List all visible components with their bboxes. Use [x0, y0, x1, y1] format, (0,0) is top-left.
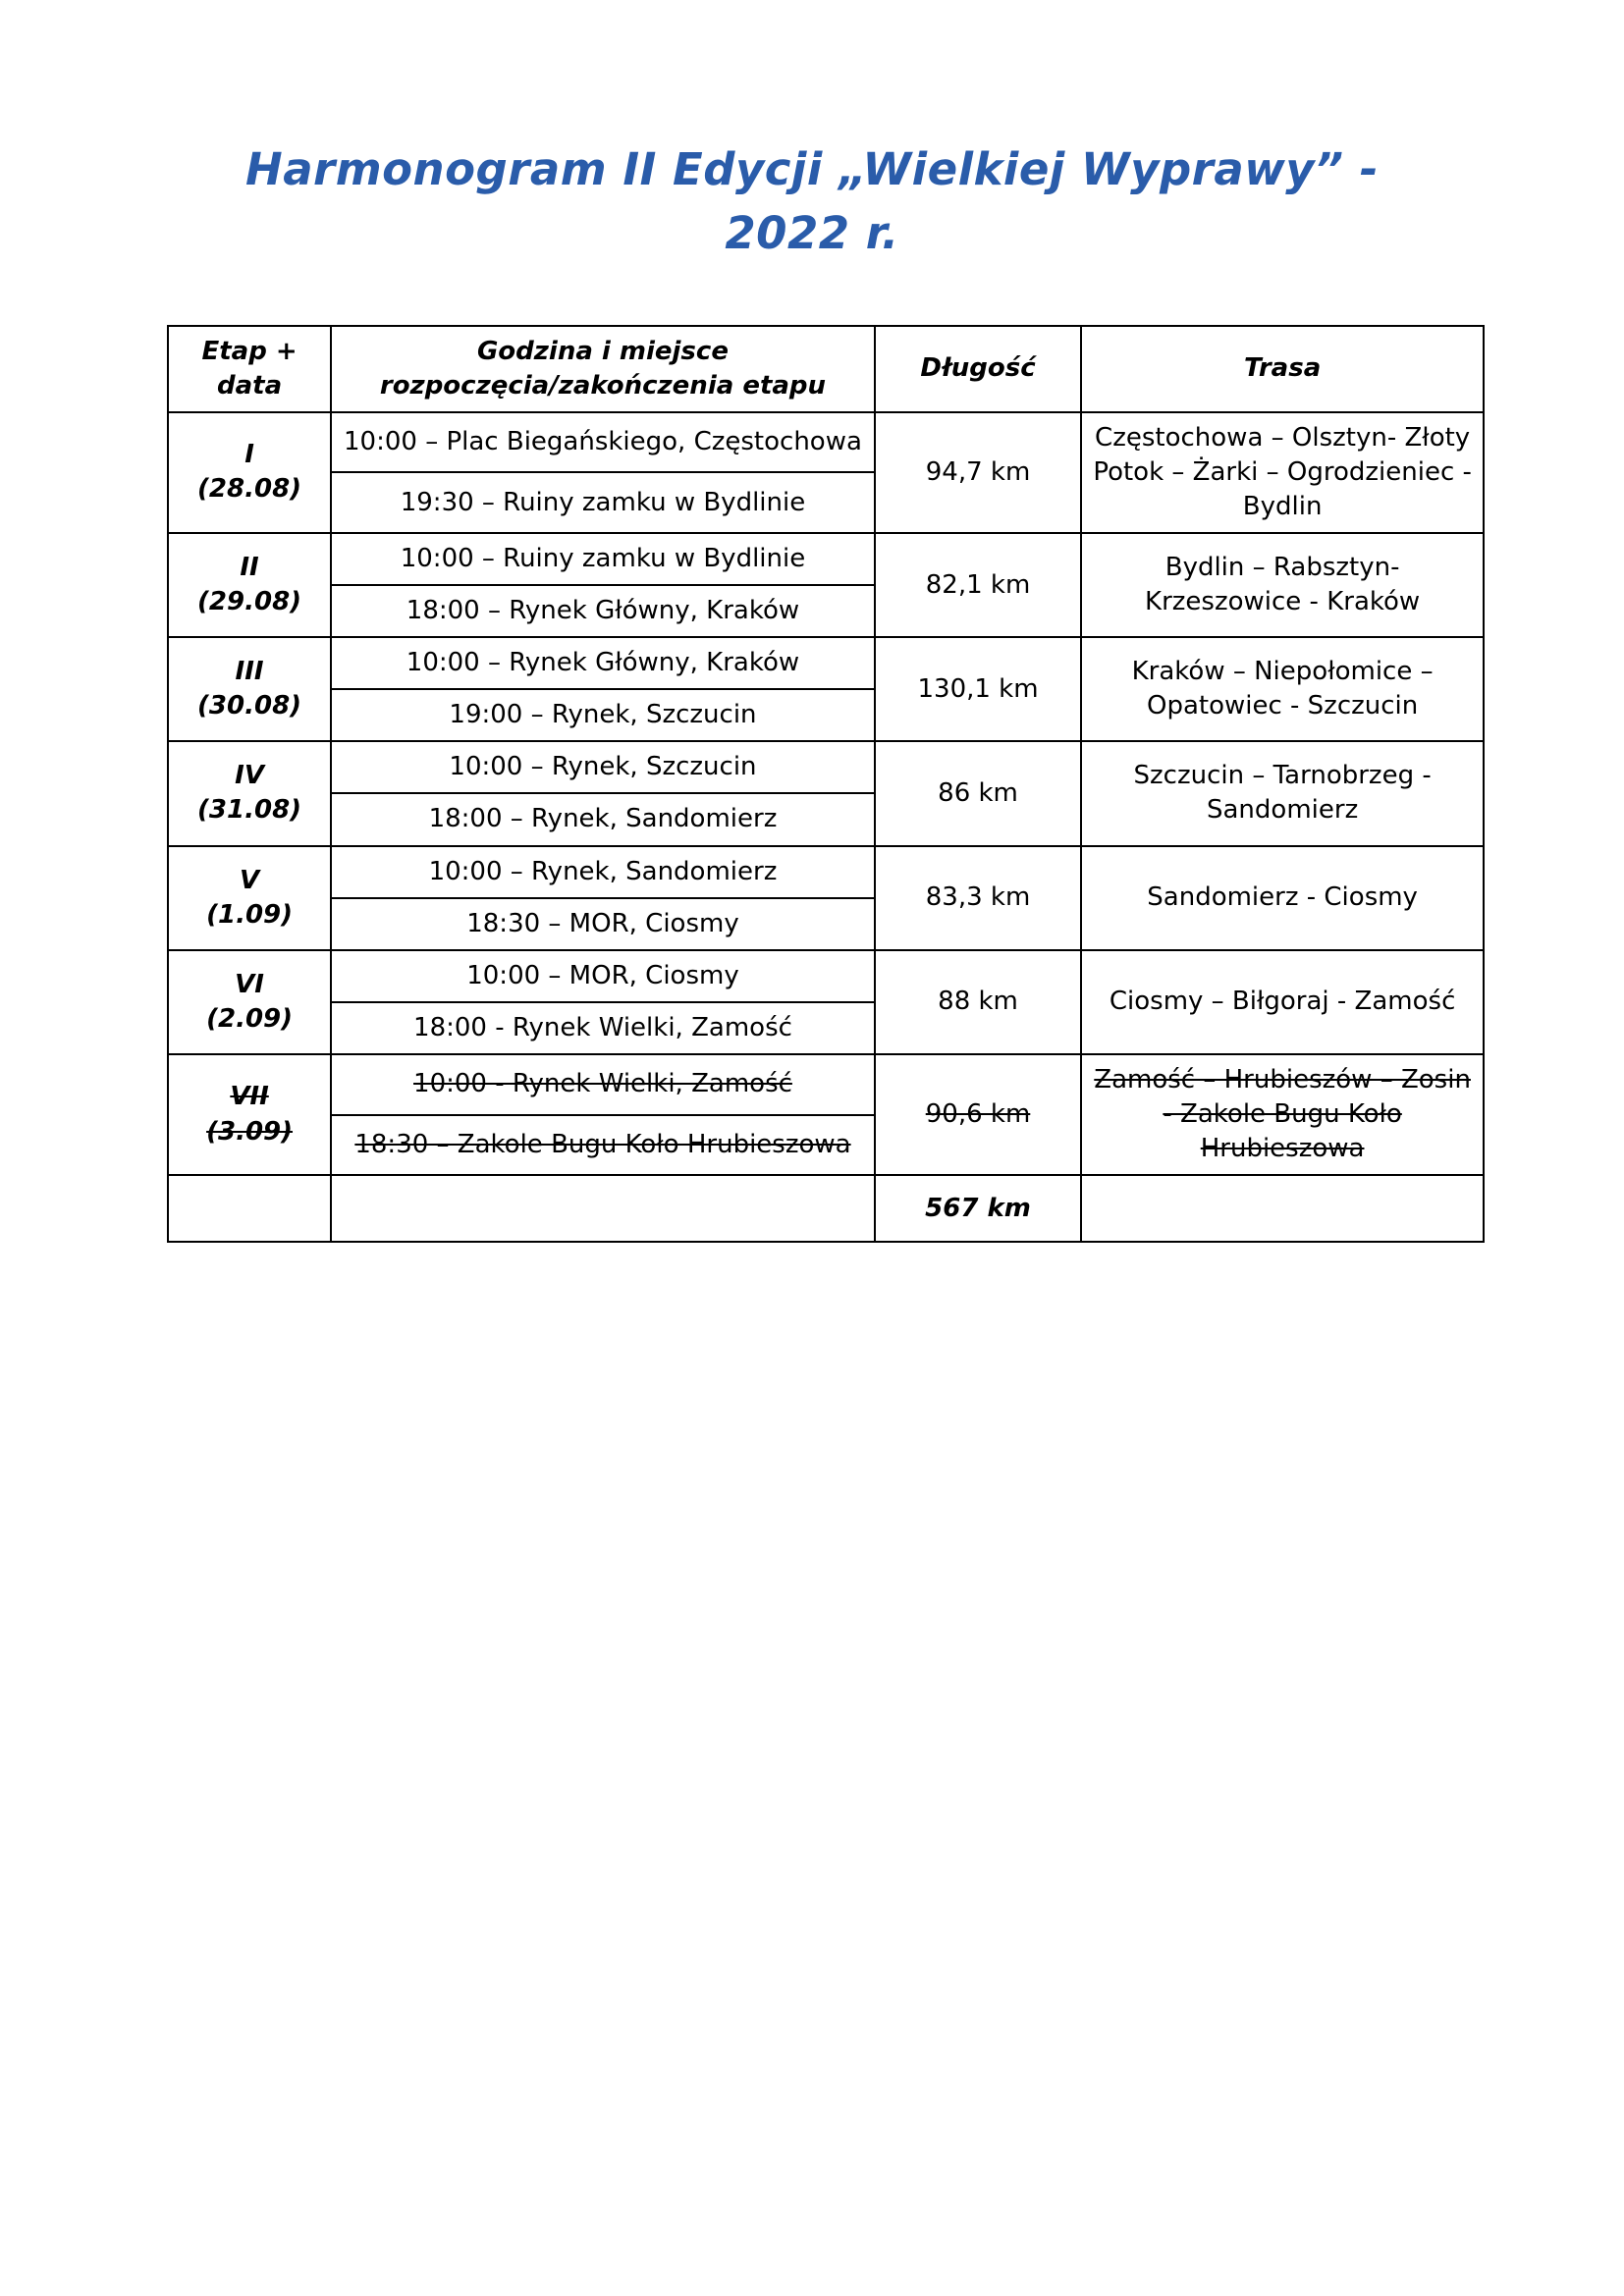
stage-length-cell: 130,1 km [875, 637, 1081, 741]
stage-roman: VI [235, 969, 264, 999]
total-length-cell: 567 km [875, 1175, 1081, 1242]
stage-start-cell: 10:00 – MOR, Ciosmy [331, 950, 875, 1002]
stage-roman: III [235, 657, 264, 687]
stage-cell [168, 637, 331, 741]
table-row [168, 950, 1484, 1002]
stage-date: (31.08) [197, 795, 302, 826]
stage-cell [168, 533, 331, 637]
column-header-place: Godzina i miejsce rozpoczęcia/zakończenia etapu [331, 326, 875, 412]
stage-start-cell: 10:00 – Rynek Główny, Kraków [331, 637, 875, 689]
stage-start-cell: 10:00 – Plac Biegańskiego, Częstochowa [331, 412, 875, 473]
stage-start-cell: 10:00 – Rynek, Sandomierz [331, 846, 875, 898]
stage-length-cell: 86 km [875, 741, 1081, 845]
table-total-row [168, 1175, 1484, 1242]
stage-route-cell: Bydlin – Rabsztyn- Krzeszowice - Kraków [1081, 533, 1484, 637]
stage-length-cell: 94,7 km [875, 412, 1081, 533]
stage-route-cell: Kraków – Niepołomice – Opatowiec - Szczucin [1081, 637, 1484, 741]
stage-route-cell: Częstochowa – Olsztyn- Złoty Potok – Żarki – Ogrodzieniec - Bydlin [1081, 412, 1484, 533]
stage-end-cell: 18:00 – Rynek Główny, Kraków [331, 585, 875, 637]
total-empty-stage-cell [168, 1175, 331, 1242]
stage-date: (2.09) [206, 1003, 294, 1034]
stage-date: (30.08) [197, 691, 302, 721]
table-header-row [168, 326, 1484, 412]
stage-start-cell: 10:00 – Ruiny zamku w Bydlinie [331, 533, 875, 585]
table-row [168, 637, 1484, 689]
stage-end-cell: 18:30 – MOR, Ciosmy [331, 898, 875, 950]
column-header-length: Długość [875, 326, 1081, 412]
table-row [168, 533, 1484, 585]
stage-route-cell: Sandomierz - Ciosmy [1081, 846, 1484, 950]
stage-route-text: Zamość – Hrubieszów – Zosin - Zakole Bugu Koło Hrubieszowa [1094, 1064, 1471, 1164]
stage-length-text: 90,6 km [925, 1099, 1031, 1129]
stage-end-cell: 18:00 – Rynek, Sandomierz [331, 793, 875, 845]
column-header-stage: Etap + data [168, 326, 331, 412]
stage-date: (1.09) [206, 899, 294, 930]
stage-length-cell: 82,1 km [875, 533, 1081, 637]
stage-route-cell: Szczucin – Tarnobrzeg - Sandomierz [1081, 741, 1484, 845]
stage-length-cell: 88 km [875, 950, 1081, 1054]
stage-start-cell: 10:00 – Rynek, Szczucin [331, 741, 875, 793]
table-row-cancelled [168, 1054, 1484, 1115]
stage-roman: IV [235, 761, 264, 791]
stage-roman: II [240, 552, 259, 582]
stage-start-text: 10:00 - Rynek Wielki, Zamość [413, 1069, 792, 1099]
stage-date: (29.08) [197, 587, 302, 617]
stage-cell [168, 741, 331, 845]
stage-start-cell [331, 1054, 875, 1115]
stage-length-cell [875, 1054, 1081, 1175]
stage-cell [168, 1054, 331, 1175]
stage-route-cell [1081, 1054, 1484, 1175]
total-empty-route-cell [1081, 1175, 1484, 1242]
stage-end-text: 18:30 – Zakole Bugu Koło Hrubieszowa [354, 1129, 851, 1159]
stage-roman: VII [230, 1082, 269, 1112]
stage-end-cell: 19:30 – Ruiny zamku w Bydlinie [331, 472, 875, 533]
column-header-route: Trasa [1081, 326, 1484, 412]
table-row [168, 741, 1484, 793]
stage-end-cell: 18:00 - Rynek Wielki, Zamość [331, 1002, 875, 1054]
page-title: Harmonogram II Edycji „Wielkiej Wyprawy” - 2022 r. [245, 143, 1379, 260]
stage-route-cell: Ciosmy – Biłgoraj - Zamość [1081, 950, 1484, 1054]
stage-length-cell: 83,3 km [875, 846, 1081, 950]
stage-cell [168, 950, 331, 1054]
total-empty-place-cell [331, 1175, 875, 1242]
stage-end-cell [331, 1115, 875, 1176]
stage-date: (3.09) [206, 1116, 294, 1147]
stage-roman: V [239, 865, 260, 895]
stage-cell [168, 846, 331, 950]
stage-end-cell: 19:00 – Rynek, Szczucin [331, 689, 875, 741]
schedule-table [167, 325, 1485, 1244]
stage-roman: I [244, 440, 254, 470]
stage-cell [168, 412, 331, 533]
table-row [168, 412, 1484, 473]
stage-date: (28.08) [197, 474, 302, 505]
table-row [168, 846, 1484, 898]
